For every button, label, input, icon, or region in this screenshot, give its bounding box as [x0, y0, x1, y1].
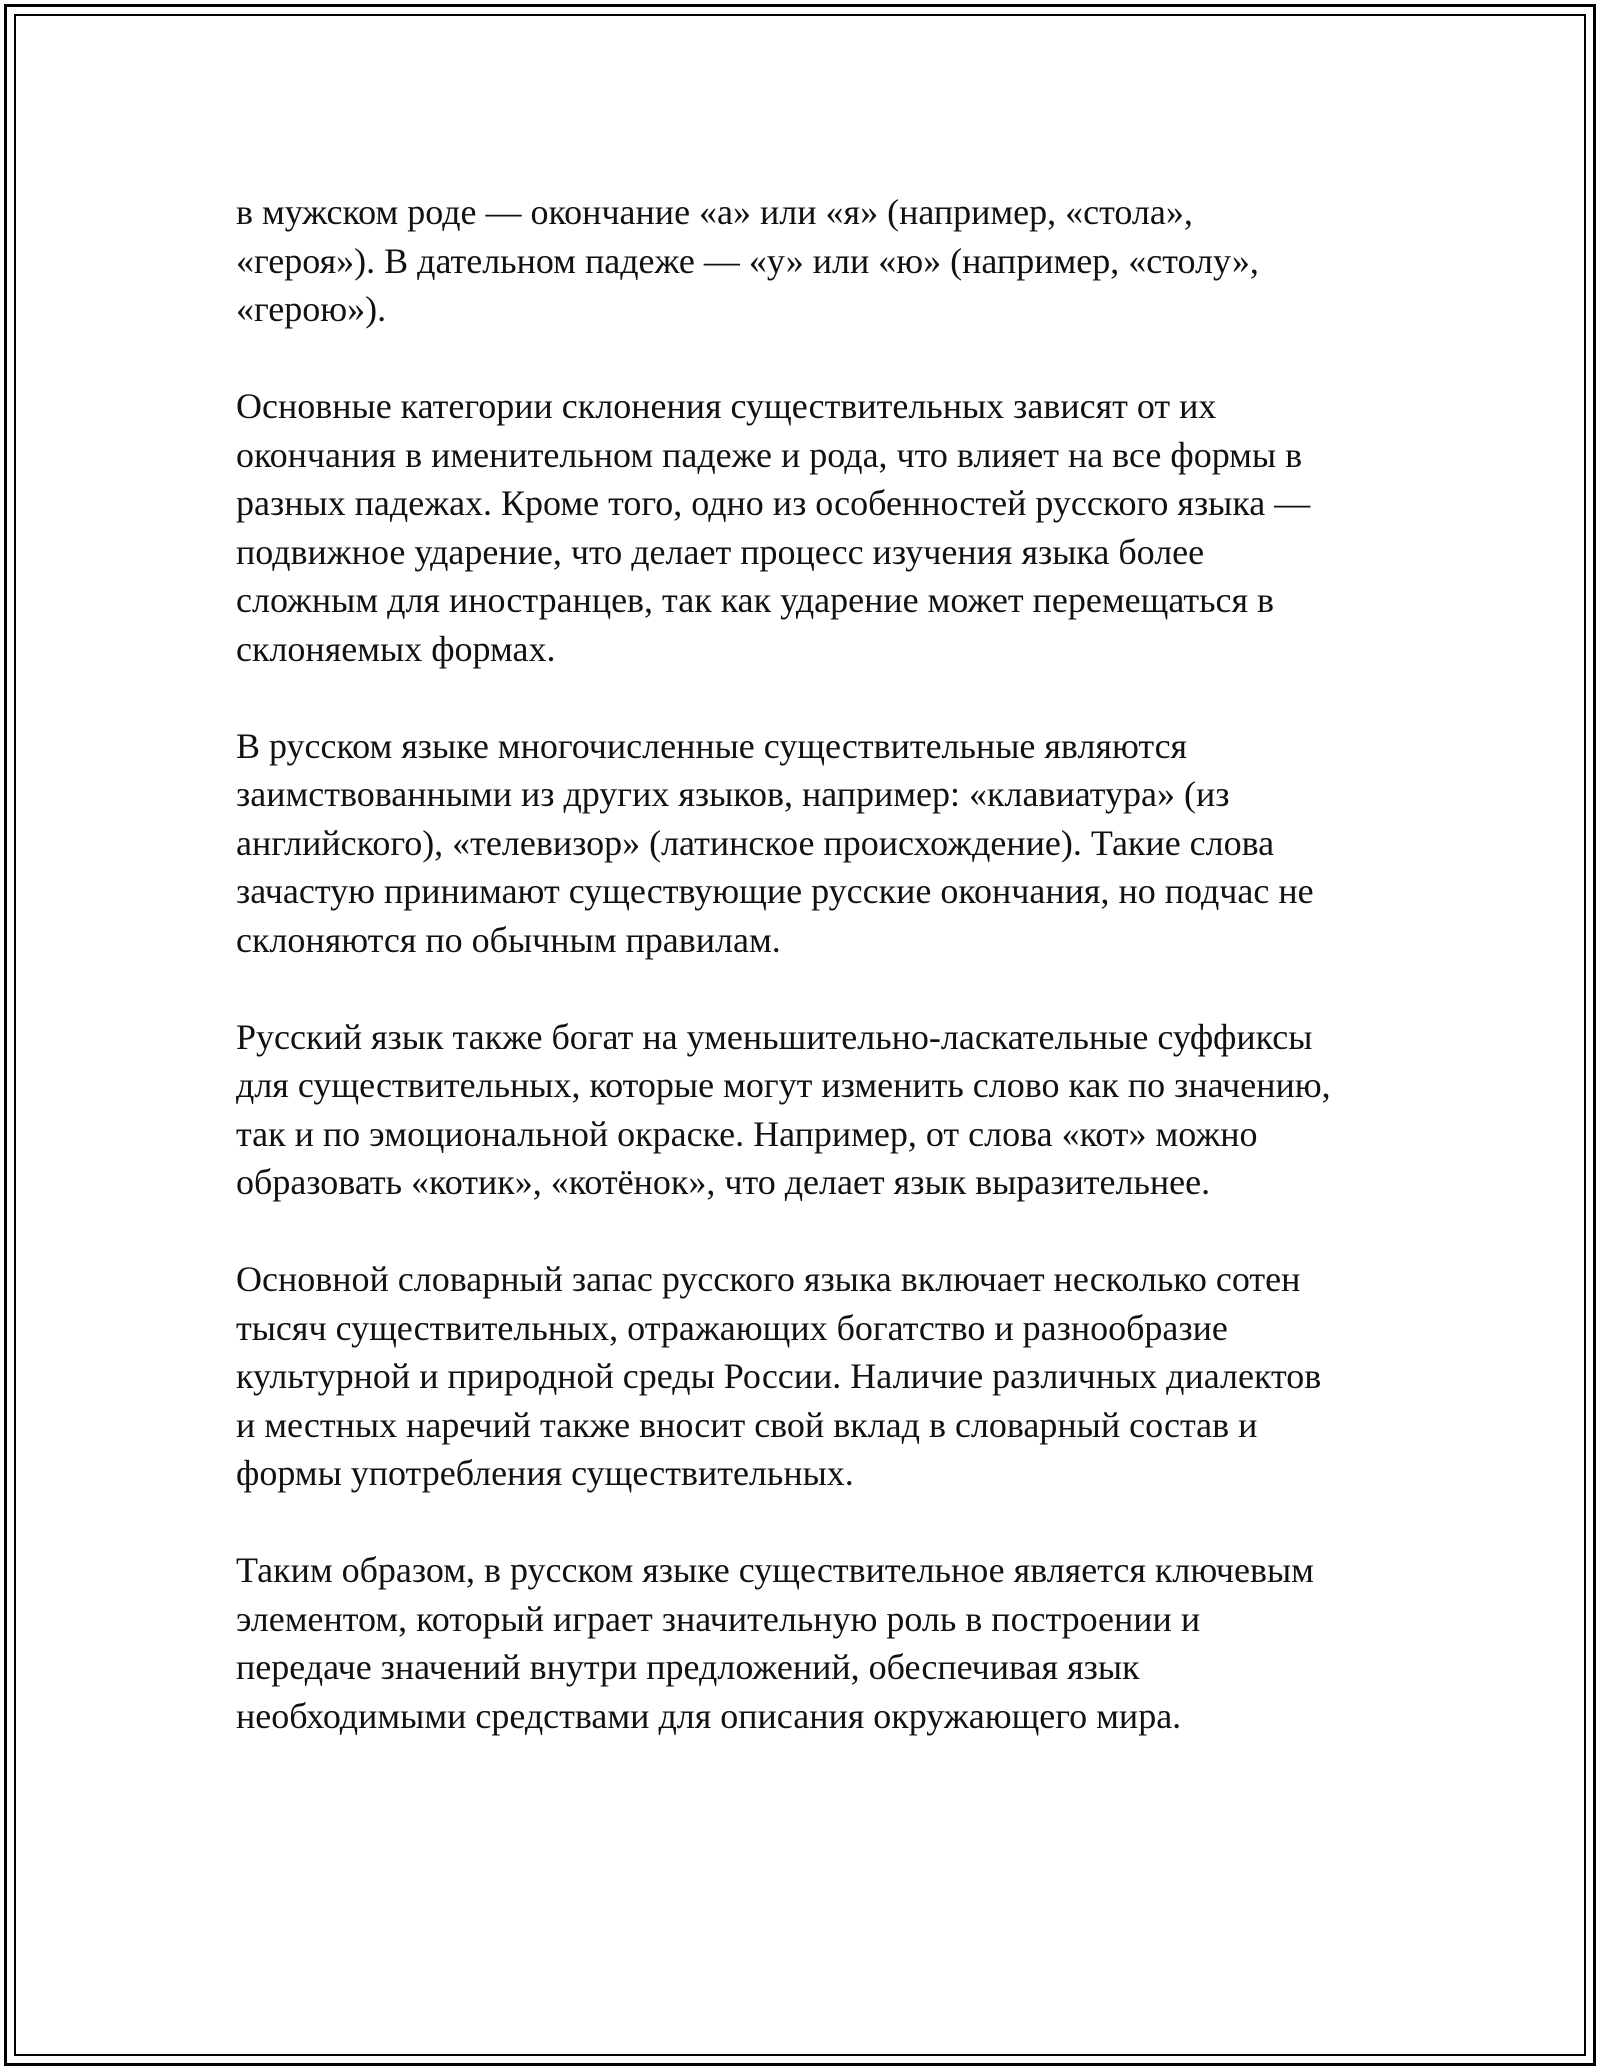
- paragraph-2: Основные категории склонения существительных зависят от их окончания в именительном падеже и рода, что влияет на все формы в разных падежах. Кроме того, одно из особенностей русского языка — подвижное ударение, что делает процесс изучения языка более сложным для иностранцев, так как ударение может перемещаться в склоняемых формах.: [236, 386, 1311, 669]
- paragraph-5: Основной словарный запас русского языка включает несколько сотен тысяч существительных, отражающих богатство и разнообразие культурной и природной среды России. Наличие различных диалектов и местных наречий также вносит свой вклад в словарный состав и формы употребления существительных.: [236, 1259, 1322, 1493]
- paragraph-6: Таким образом, в русском языке существительное является ключевым элементом, который играет значительную роль в построении и передаче значений внутри предложений, обеспечивая язык необходимыми средствами для описания окружающего мира.: [236, 1550, 1314, 1736]
- document-body: [236, 188, 1376, 1789]
- paragraph-1: в мужском роде — окончание «а» или «я» (например, «стола», «героя»). В дательном падеже — «у» или «ю» (например, «столу», «герою»).: [236, 192, 1259, 329]
- paragraph-4: Русский язык также богат на уменьшительно-ласкательные суффиксы для существительных, которые могут изменить слово как по значению, так и по эмоциональной окраске. Например, от слова «кот» можно образовать «котик», «котёнок», что делает язык выразительнее.: [236, 1016, 1331, 1202]
- paragraph-3: В русском языке многочисленные существительные являются заимствованными из других языков, например: «клавиатура» (из английского), «телевизор» (латинское происхождение). Такие слова зачастую принимают существующие русские окончания, но подчас не склоняются по обычным правилам.: [236, 725, 1314, 960]
